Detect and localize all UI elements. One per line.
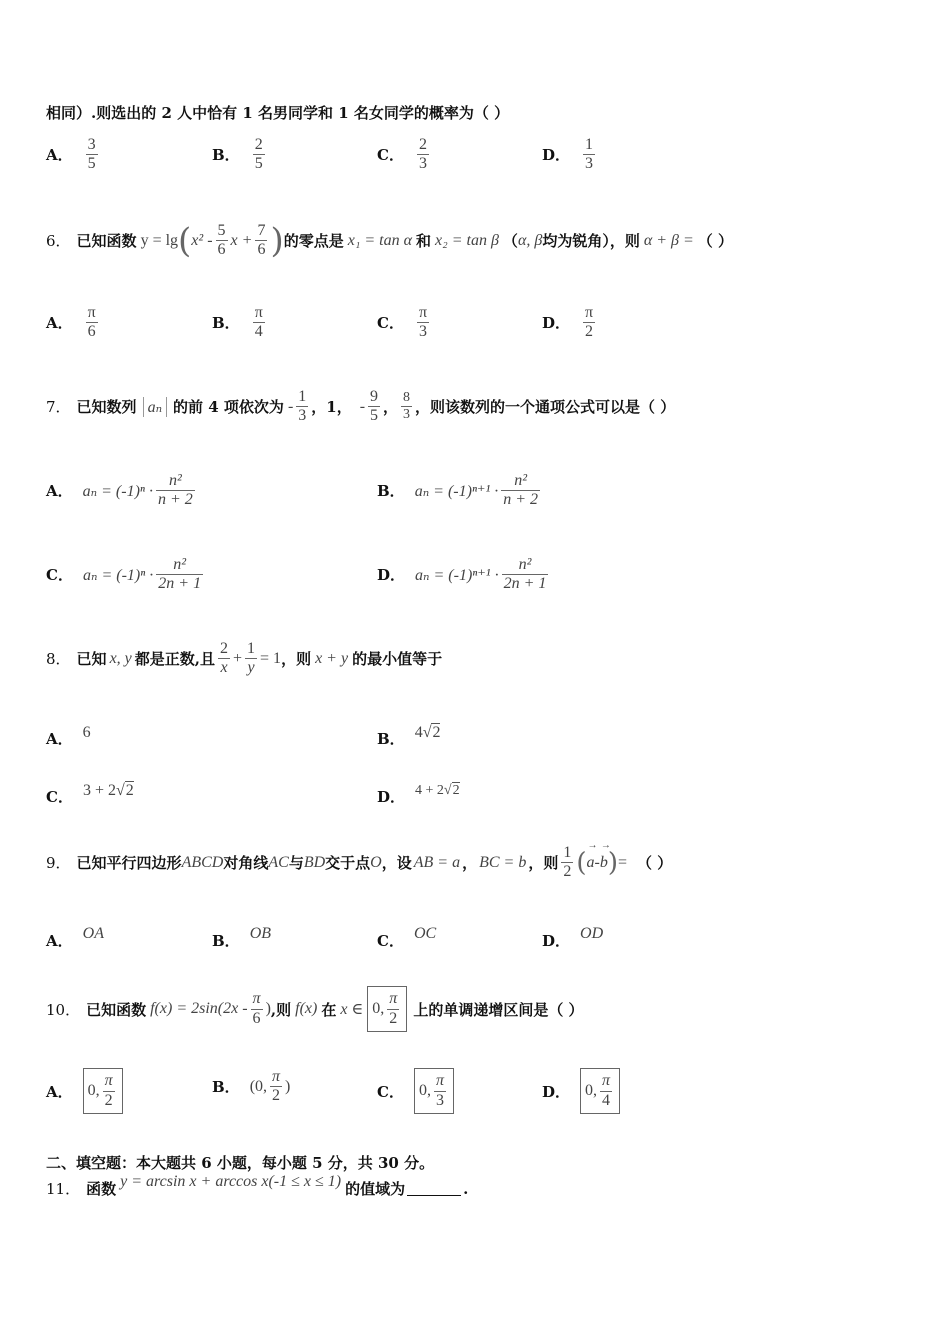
q8-frac-1: $\frac{2}{x}$ xyxy=(220,640,228,677)
q7-text-2: 的前 4 项依次为 xyxy=(173,398,284,417)
q10-f: f(x) xyxy=(295,1000,318,1017)
minus-sign: - xyxy=(359,397,366,415)
q9-text-2: 对角线 xyxy=(223,854,269,873)
option-label: C． xyxy=(377,314,404,333)
q7-term-4: $\frac{8}{3}$ xyxy=(403,390,411,423)
q8-text-1: 已知 xyxy=(76,650,107,669)
option-label: B． xyxy=(212,146,240,165)
option-label: C． xyxy=(46,566,73,585)
option-interval: 0, $\frac{\pi}{3}$ xyxy=(414,1068,454,1114)
q9-ac: AC xyxy=(268,853,289,871)
q8-text-3: ，则 xyxy=(281,650,312,669)
q10-option-a[interactable] xyxy=(46,1068,123,1114)
option-value: 6 xyxy=(82,723,91,741)
q8-stem xyxy=(46,640,442,678)
paren-right: ) xyxy=(607,847,619,878)
q6-text-2: 的零点是 xyxy=(283,232,344,251)
paren-left: ( xyxy=(576,847,587,878)
q6-option-c[interactable] xyxy=(377,304,432,342)
q10-text-3: 在 xyxy=(321,1000,337,1019)
paren-right: ) xyxy=(270,220,284,261)
option-value: OA xyxy=(82,924,104,942)
q9-text-8: （ ） xyxy=(637,854,673,873)
option-value: OC xyxy=(413,924,437,942)
option-fraction: $\frac{1}{3}$ xyxy=(585,136,594,173)
option-label: D． xyxy=(542,314,571,333)
q7-term-1: $\frac{1}{3}$ xyxy=(298,388,307,425)
q5-stem-tail xyxy=(46,102,509,123)
q7-text-3: ，则该数列的一个通项公式可以是（ ） xyxy=(415,398,676,417)
option-interval-open: (0, xyxy=(249,1077,268,1095)
option-label: C． xyxy=(377,146,404,165)
q10-x-in: x ∈ xyxy=(340,1001,364,1018)
q10-interval: 0, $\frac{\pi}{2}$ xyxy=(367,986,407,1032)
q10-pi-over-6: $\frac{\pi}{6}$ xyxy=(252,990,261,1027)
paren-left: ( xyxy=(178,220,192,261)
q8-text-2: 都是正数,且 xyxy=(134,650,215,669)
q5-option-c[interactable] xyxy=(377,136,432,174)
q5-text: 相同）.则选出的 2 人中恰有 1 名男同学和 1 名女同学的概率为（ ） xyxy=(46,104,510,122)
q6-x1: x₁ = tan α xyxy=(347,231,413,249)
q7-option-c[interactable] xyxy=(46,556,206,594)
q7-text-1: 已知数列 xyxy=(76,398,137,417)
q5-option-b[interactable] xyxy=(212,136,268,174)
option-lhs: aₙ = (-1)ⁿ⁺¹ · xyxy=(414,482,499,500)
q10-option-b[interactable] xyxy=(212,1068,290,1106)
q9-option-c[interactable] xyxy=(377,924,437,951)
q6-mid: x + xyxy=(230,231,253,249)
q11-text-1: 函数 xyxy=(86,1180,117,1198)
q6-option-a[interactable] xyxy=(46,304,101,342)
q9-option-a[interactable] xyxy=(46,924,104,951)
question-number: 8． xyxy=(46,650,71,669)
question-number: 9． xyxy=(46,854,71,873)
q9-text-7: ，则 xyxy=(528,854,559,873)
option-label: D． xyxy=(542,146,571,165)
option-label: B． xyxy=(377,482,405,501)
q10-text-4: 上的单调递增区间是（ ） xyxy=(413,1000,584,1019)
option-label: D． xyxy=(542,932,571,950)
option-fraction: $\frac{\pi}{6}$ xyxy=(87,304,96,341)
q9-eq: = xyxy=(618,853,628,871)
option-fraction: $\frac{\pi}{2}$ xyxy=(272,1068,281,1105)
q8-xpy: x + y xyxy=(315,649,349,667)
option-label: B． xyxy=(212,932,240,950)
q10-function: f(x) = 2sin(2x - xyxy=(150,1000,248,1017)
q9-vector-a: → a xyxy=(587,854,595,872)
option-fraction: $\frac{\pi}{2}$ xyxy=(585,304,594,341)
q8-option-d[interactable] xyxy=(377,782,460,807)
option-lhs: aₙ = (-1)ⁿ · xyxy=(82,566,154,584)
q8-xy: x, y xyxy=(109,649,132,667)
q6-text-1: 已知函数 xyxy=(76,232,137,251)
q9-text-5: ，设 xyxy=(381,854,412,873)
q7-sep-1: ，1， xyxy=(311,398,352,417)
option-fraction: $\frac{3}{5}$ xyxy=(87,136,96,173)
option-label: A． xyxy=(46,146,73,165)
q5-option-d[interactable] xyxy=(542,136,598,174)
q8-text-4: 的最小值等于 xyxy=(352,650,443,669)
q9-half: $\frac{1}{2}$ xyxy=(563,844,572,881)
q7-option-a[interactable] xyxy=(46,472,198,510)
q10-text-2: ,则 xyxy=(270,1000,292,1019)
q7-term-3: $\frac{9}{5}$ xyxy=(370,388,379,425)
q6-stem xyxy=(46,222,733,260)
q11-text-3: . xyxy=(463,1179,469,1198)
q10-stem xyxy=(46,986,584,1032)
q10-option-c[interactable] xyxy=(377,1068,454,1114)
answer-blank[interactable] xyxy=(407,1181,461,1196)
option-lhs: aₙ = (-1)ⁿ · xyxy=(82,482,153,500)
option-label: A． xyxy=(46,482,73,501)
option-fraction: $\frac{\text{n²}}{n + 2}$ xyxy=(157,472,193,509)
q9-text-4: 交于点 xyxy=(325,854,371,873)
q6-frac-1: $\frac{5}{6}$ xyxy=(217,222,226,259)
option-label: A． xyxy=(46,730,73,748)
q11-expression: y = arcsin x + arccos x(-1 ≤ x ≤ 1) xyxy=(120,1172,342,1190)
q6-alpha-beta: α, β xyxy=(517,231,543,249)
q10-option-d[interactable] xyxy=(542,1068,620,1114)
option-label: D． xyxy=(377,566,406,585)
q7-option-d[interactable] xyxy=(377,556,551,594)
q9-abcd: ABCD xyxy=(181,853,224,871)
option-fraction: $\frac{\text{n²}}{n + 2}$ xyxy=(503,472,539,509)
q9-bc: BC = b xyxy=(479,853,527,871)
option-label: B． xyxy=(377,730,405,748)
q7-sep-2: ， xyxy=(383,398,399,417)
option-label: D． xyxy=(377,788,406,806)
option-label: C． xyxy=(46,788,73,806)
option-lhs: aₙ = (-1)ⁿ⁺¹ · xyxy=(415,566,499,584)
q8-plus: + xyxy=(233,649,243,667)
question-number: 7． xyxy=(46,398,71,417)
option-fraction: $\frac{2}{5}$ xyxy=(254,136,263,173)
q6-sum: α + β = xyxy=(643,231,694,249)
option-value: 3 + 2√2 xyxy=(82,781,134,799)
paren-right: ) xyxy=(285,1077,291,1095)
option-label: D． xyxy=(542,1082,571,1101)
q11-text-2: 的值域为 xyxy=(345,1180,406,1198)
question-number: 11． xyxy=(46,1180,81,1198)
q9-bd: BD xyxy=(303,853,326,871)
option-interval: 0, $\frac{\pi}{2}$ xyxy=(83,1068,123,1114)
question-number: 10． xyxy=(46,1000,81,1019)
q9-text-1: 已知平行四边形 xyxy=(76,854,182,873)
q9-option-b[interactable] xyxy=(212,924,272,951)
q6-func: y = lg xyxy=(140,231,179,249)
option-fraction: $\frac{\text{n²}}{2n + 1}$ xyxy=(158,556,202,593)
q9-vector-b: → b xyxy=(600,854,608,872)
option-label: C． xyxy=(377,1082,404,1101)
q8-option-b[interactable] xyxy=(377,723,441,749)
option-fraction: $\frac{\pi}{3}$ xyxy=(418,304,428,341)
option-fraction: $\frac{2}{3}$ xyxy=(418,136,427,173)
q11-stem xyxy=(46,1172,469,1199)
option-interval: 0, $\frac{\pi}{4}$ xyxy=(580,1068,620,1114)
q6-option-d[interactable] xyxy=(542,304,598,342)
option-value: OB xyxy=(249,924,272,942)
q8-option-a[interactable] xyxy=(46,723,91,749)
option-label: A． xyxy=(46,932,73,950)
q7-option-b[interactable] xyxy=(377,472,543,510)
option-fraction: $\frac{\pi}{4}$ xyxy=(254,304,263,341)
option-value: OD xyxy=(580,924,604,942)
q9-text-6: ， xyxy=(462,854,478,873)
section-heading: 二、填空题：本大题共 6 小题，每小题 5 分，共 30 分。 xyxy=(46,1154,435,1172)
q6-x2: x₂ = tan β xyxy=(435,231,499,249)
q5-option-a[interactable] xyxy=(46,136,101,174)
q9-ab: AB = a xyxy=(413,853,461,871)
q8-frac-2: $\frac{1}{y}$ xyxy=(247,640,256,677)
option-label: B． xyxy=(212,1078,240,1097)
q6-frac-2: $\frac{7}{6}$ xyxy=(257,222,266,259)
option-label: B． xyxy=(212,314,240,333)
q9-text-3: 与 xyxy=(288,854,304,873)
option-label: A． xyxy=(46,314,73,333)
q6-text-4: （ xyxy=(502,232,518,251)
q10-text-1: 已知函数 xyxy=(86,1000,147,1019)
option-fraction: $\frac{\text{n²}}{2n + 1}$ xyxy=(503,556,547,593)
q9-option-d[interactable] xyxy=(542,924,604,951)
q8-eq: = 1 xyxy=(260,649,282,667)
option-value: 4 + 2√2 xyxy=(415,782,460,798)
q7-stem xyxy=(46,388,675,426)
q6-text-3: 和 xyxy=(416,232,432,251)
minus-sign: - xyxy=(287,397,294,415)
q7-sequence: aₙ xyxy=(143,397,167,417)
q10-close: ) xyxy=(265,1000,271,1017)
q9-o: O xyxy=(370,853,382,871)
q6-text-6: （ ） xyxy=(697,232,734,251)
q6-option-b[interactable] xyxy=(212,304,268,342)
q6-inner: x² - xyxy=(191,231,213,249)
question-number: 6． xyxy=(46,232,71,251)
option-value: 4√2 xyxy=(414,723,441,741)
option-label: C． xyxy=(377,932,404,950)
option-label: A． xyxy=(46,1082,73,1101)
q9-minus: - xyxy=(594,853,600,871)
q8-option-c[interactable] xyxy=(46,781,134,807)
q6-text-5: 均为锐角），则 xyxy=(542,232,640,251)
q9-stem xyxy=(46,844,672,882)
